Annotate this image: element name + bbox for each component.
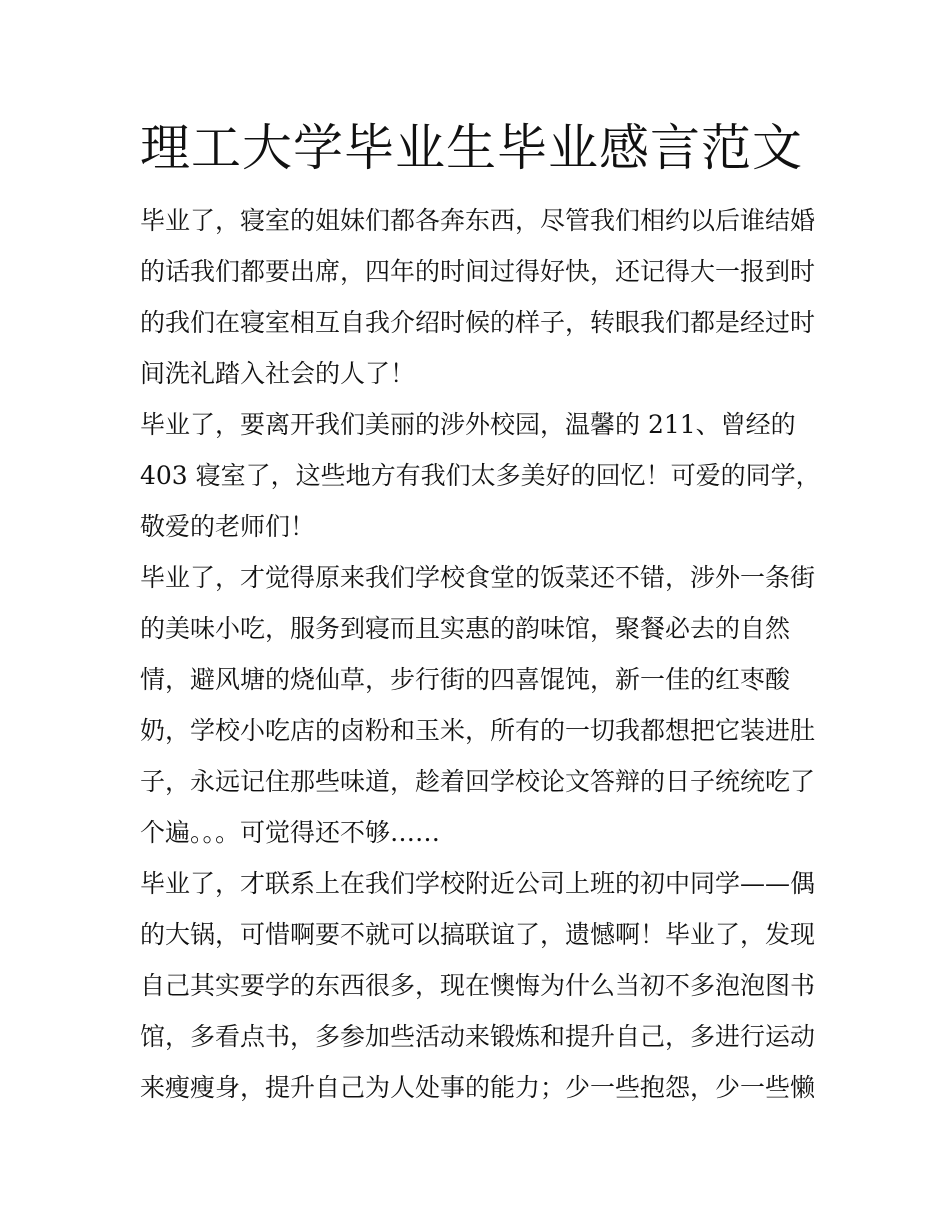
body-line: 奶，学校小吃店的卤粉和玉米，所有的一切我都想把它装进肚 (140, 716, 816, 745)
document-title: 理工大学毕业生毕业感言范文 (140, 119, 803, 177)
body-line: 的美味小吃，服务到寝而且实惠的韵味馆，聚餐必去的自然 (140, 614, 791, 643)
body-line: 自己其实要学的东西很多，现在懊悔为什么当初不多泡泡图书 (140, 971, 816, 1000)
body-line: 的我们在寝室相互自我介绍时候的样子，转眼我们都是经过时 (140, 308, 816, 337)
body-line: 来瘦瘦身，提升自己为人处事的能力；少一些抱怨，少一些懒 (140, 1073, 816, 1102)
body-line: 个遍。。。可觉得还不够…… (140, 818, 441, 847)
body-line: 毕业了，要离开我们美丽的涉外校园，温馨的 211、曾经的 (140, 410, 796, 439)
body-line: 情，避风塘的烧仙草，步行街的四喜馄饨，新一佳的红枣酸 (140, 665, 791, 694)
body-line: 403 寝室了，这些地方有我们太多美好的回忆！可爱的同学， (140, 461, 821, 490)
body-line: 的大锅，可惜啊要不就可以搞联谊了，遗憾啊！毕业了，发现 (140, 920, 816, 949)
body-line: 馆，多看点书，多参加些活动来锻炼和提升自己，多进行运动 (140, 1022, 816, 1051)
body-line: 间洗礼踏入社会的人了！ (140, 359, 416, 388)
body-line: 的话我们都要出席，四年的时间过得好快，还记得大一报到时 (140, 257, 816, 286)
body-line: 毕业了，才联系上在我们学校附近公司上班的初中同学——偶 (140, 869, 816, 898)
body-line: 毕业了，寝室的姐妹们都各奔东西，尽管我们相约以后谁结婚 (140, 206, 816, 235)
body-line: 敬爱的老师们！ (140, 512, 316, 541)
body-line: 毕业了，才觉得原来我们学校食堂的饭菜还不错，涉外一条街 (140, 563, 816, 592)
body-line: 子，永远记住那些味道，趁着回学校论文答辩的日子统统吃了 (140, 767, 816, 796)
